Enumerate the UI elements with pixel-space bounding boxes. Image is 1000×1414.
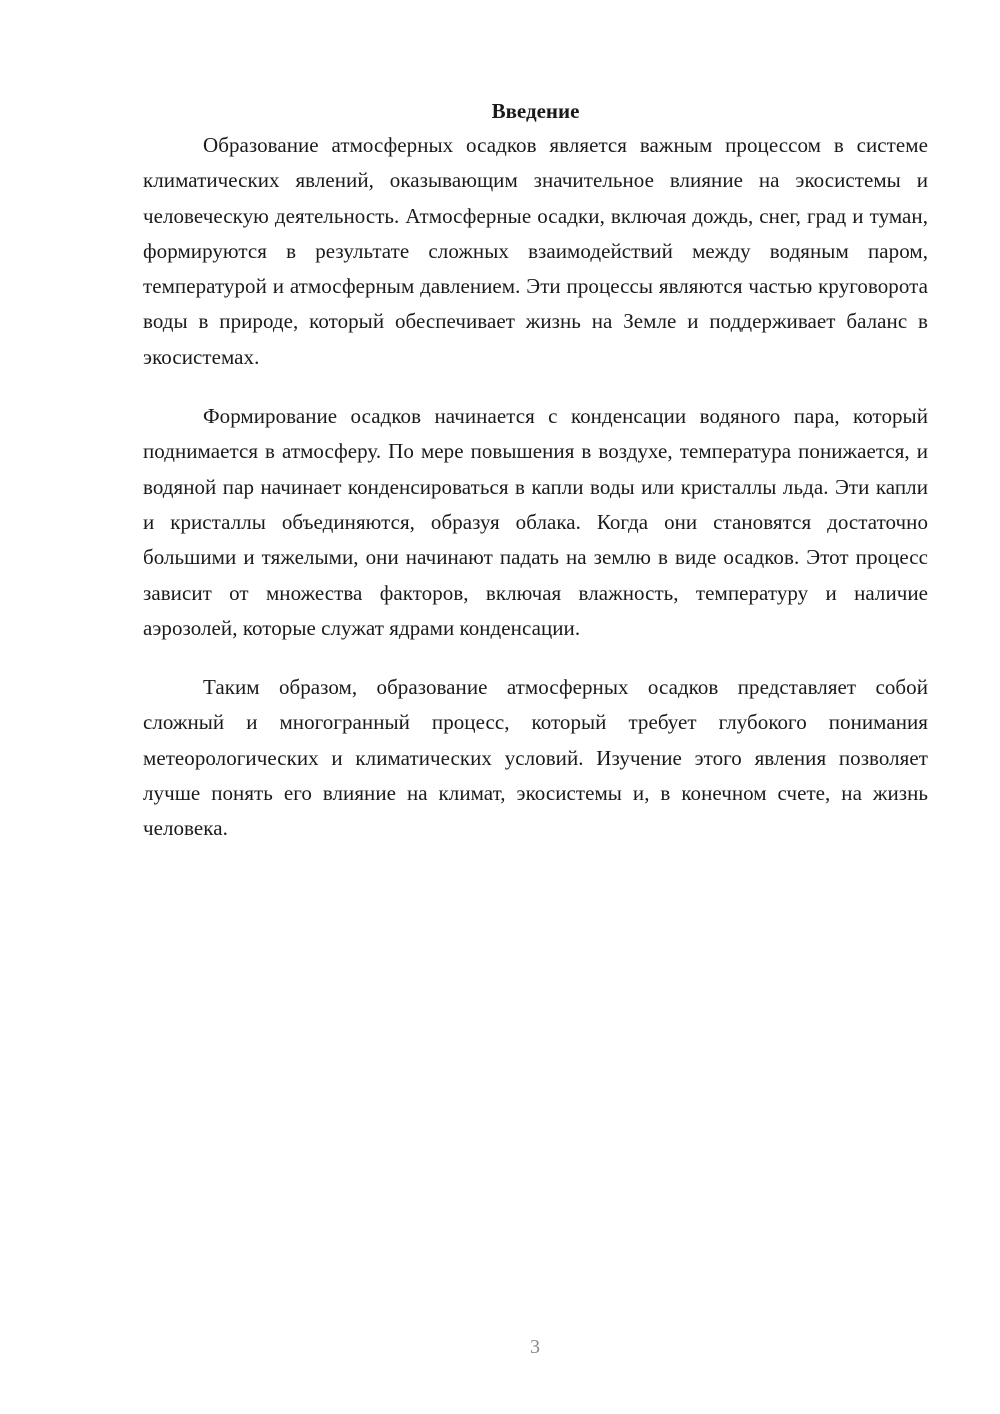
- page-body: [143, 96, 928, 871]
- paragraph-2: Формирование осадков начинается с конденсации водяного пара, который поднимается в атмосферу. По мере повышения в воздухе, температура понижается, и водяной пар начинает конденсироваться в капли воды или кристаллы льда. Эти капли и кристаллы объединяются, образуя облака. Когда они становятся достаточно большими и тяжелыми, они начинают падать на землю в виде осадков. Этот процесс зависит от множества факторов, включая влажность, температуру и наличие аэрозолей, которые служат ядрами конденсации.: [143, 404, 928, 640]
- paragraph-1: Образование атмосферных осадков является важным процессом в системе климатических явлений, оказывающим значительное влияние на экосистемы и человеческую деятельность. Атмосферные осадки, включая дождь, снег, град и туман, формируются в результате сложных взаимодействий между водяным паром, температурой и атмосферным давлением. Эти процессы являются частью круговорота воды в природе, который обеспечивает жизнь на Земле и поддерживает баланс в экосистемах.: [143, 133, 928, 369]
- section-heading: Введение: [491, 99, 580, 123]
- paragraph-3: Таким образом, образование атмосферных осадков представляет собой сложный и многогранный процесс, который требует глубокого понимания метеорологических и климатических условий. Изучение этого явления позволяет лучше понять его влияние на климат, экосистемы и, в конечном счете, на жизнь человека.: [143, 675, 928, 841]
- page-number: 3: [530, 1336, 540, 1358]
